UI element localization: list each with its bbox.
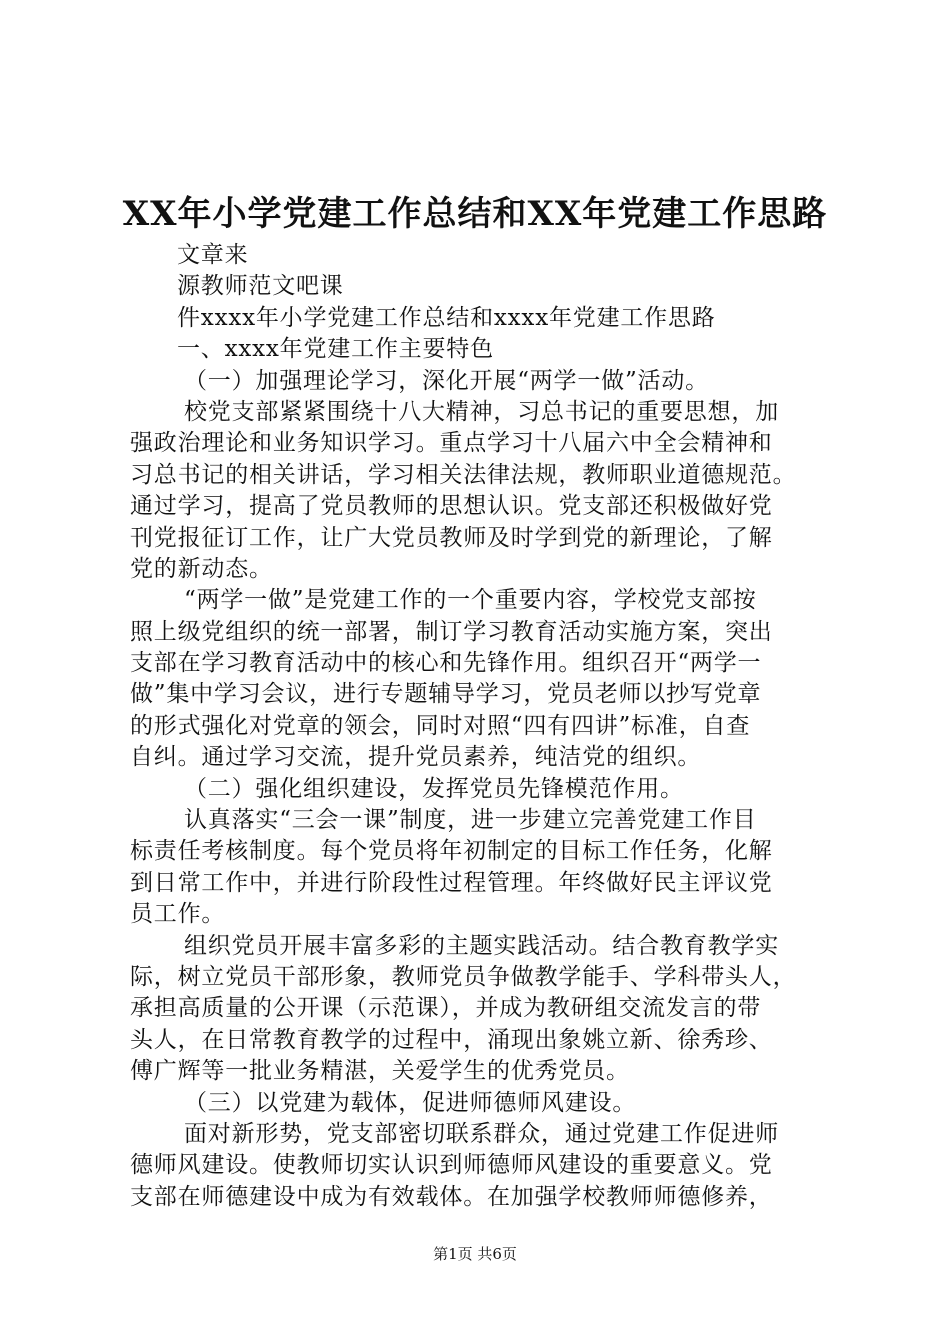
body-line: 德师风建设。使教师切实认识到师德师风建设的重要意义。党 [130, 1152, 773, 1179]
body-line: 组织党员开展丰富多彩的主题实践活动。结合教育教学实 [184, 932, 779, 959]
body-line: 件xxxx年小学党建工作总结和xxxx年党建工作思路 [177, 304, 716, 331]
body-line: 刊党报征订工作，让广大党员教师及时学到党的新理论，了解 [130, 524, 773, 551]
body-line: 党的新动态。 [130, 555, 273, 582]
body-line: 习总书记的相关讲话，学习相关法律法规，教师职业道德规范。 [130, 461, 797, 488]
body-line: 文章来 [177, 242, 249, 268]
body-line: 傅广辉等一批业务精湛，关爱学生的优秀党员。 [130, 1058, 630, 1085]
body-line: “两学一做”是党建工作的一个重要内容，学校党支部按 [184, 587, 757, 614]
body-line: 校党支部紧紧围绕十八大精神，习总书记的重要思想，加 [184, 398, 779, 425]
body-line: 源教师范文吧课 [177, 273, 344, 300]
subsection-heading: （二）强化组织建设，发挥党员先锋模范作用。 [184, 775, 684, 802]
body-line: 际，树立党员干部形象，教师党员争做教学能手、学科带头人， [130, 963, 797, 990]
body-line: 头人，在日常教育教学的过程中，涌现出象姚立新、徐秀珍、 [130, 1026, 773, 1053]
document-title: XX年小学党建工作总结和XX年党建工作思路 [122, 194, 828, 234]
body-line: 标责任考核制度。每个党员将年初制定的目标工作任务，化解 [130, 838, 773, 865]
body-line: 员工作。 [130, 901, 226, 928]
section-heading: 一、xxxx年党建工作主要特色 [177, 336, 494, 363]
body-line: 强政治理论和业务知识学习。重点学习十八届六中全会精神和 [130, 430, 773, 457]
body-line: 面对新形势，党支部密切联系群众，通过党建工作促进师 [184, 1120, 779, 1147]
subsection-heading: （一）加强理论学习，深化开展“两学一做”活动。 [184, 367, 709, 394]
body-line: 支部在师德建设中成为有效载体。在加强学校教师师德修养， [130, 1183, 773, 1210]
body-line: 支部在学习教育活动中的核心和先锋作用。组织召开“两学一 [130, 650, 762, 677]
body-line: 到日常工作中，并进行阶段性过程管理。年终做好民主评议党 [130, 869, 773, 896]
body-line: 的形式强化对党章的领会，同时对照“四有四讲”标准，自查 [130, 712, 751, 739]
body-line: 自纠。通过学习交流，提升党员素养，纯洁党的组织。 [130, 744, 702, 771]
body-line: 做”集中学习会议，进行专题辅导学习，党员老师以抄写党章 [130, 681, 762, 708]
document-body [130, 240, 835, 1213]
subsection-heading: （三）以党建为载体，促进师德师风建设。 [184, 1089, 637, 1116]
body-line: 认真落实“三会一课”制度，进一步建立完善党建工作目 [184, 807, 757, 834]
body-line: 承担高质量的公开课（示范课），并成为教研组交流发言的带 [130, 995, 762, 1022]
body-line: 照上级党组织的统一部署，制订学习教育活动实施方案，突出 [130, 618, 773, 645]
body-line: 通过学习，提高了党员教师的思想认识。党支部还积极做好党 [130, 493, 773, 520]
page-footer: 第1页 共6页 [433, 1245, 517, 1263]
